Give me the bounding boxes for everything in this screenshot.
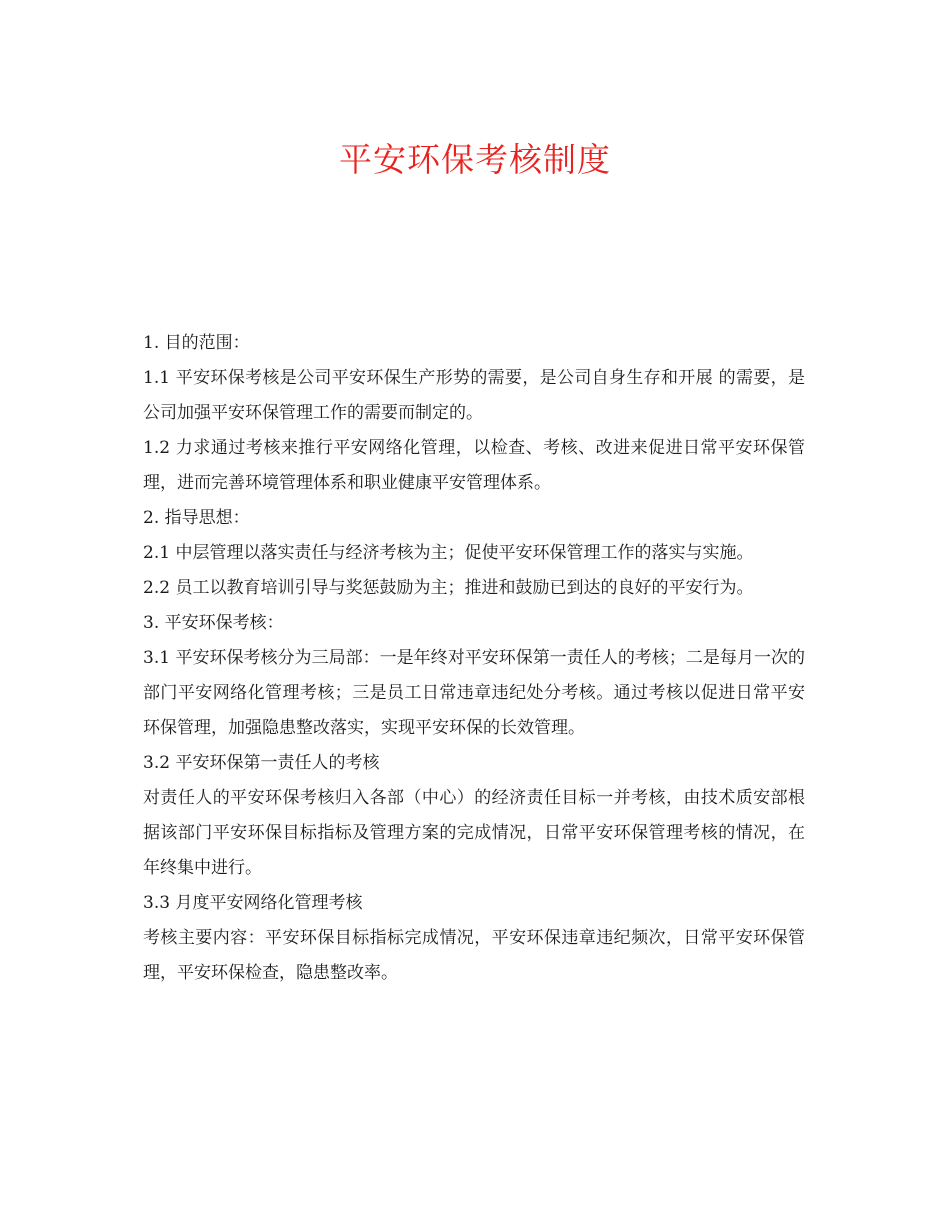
section-heading-3: 3. 平安环保考核： <box>143 613 284 633</box>
paragraph-2-1: 2.1 中层管理以落实责任与经济考核为主；促使平安环保管理工作的落实与实施。 <box>143 543 754 563</box>
paragraph-3-2-body: 对责任人的平安环保考核归入各部（中心）的经济责任目标一并考核，由技术质安部根据该部门平安环保目标指标及管理方案的完成情况，日常平安环保管理考核的情况，在年终集中进行。 <box>143 788 805 878</box>
paragraph-3-1: 3.1 平安环保考核分为三局部：一是年终对平安环保第一责任人的考核；二是每月一次的部门平安网络化管理考核；三是员工日常违章违纪处分考核。通过考核以促进日常平安环保管理，加强隐患整改落实，实现平安环保的长效管理。 <box>143 648 805 738</box>
subheading-3-3: 3.3 月度平安网络化管理考核 <box>143 893 363 913</box>
section-heading-2: 2. 指导思想： <box>143 508 250 528</box>
document-body <box>143 326 805 991</box>
paragraph-1-1: 1.1 平安环保考核是公司平安环保生产形势的需要，是公司自身生存和开展 的需要，是公司加强平安环保管理工作的需要而制定的。 <box>143 368 805 423</box>
section-heading-1: 1. 目的范围： <box>143 333 250 353</box>
document-title: 平安环保考核制度 <box>339 140 611 179</box>
paragraph-1-2: 1.2 力求通过考核来推行平安网络化管理，以检查、考核、改进来促进日常平安环保管理，进而完善环境管理体系和职业健康平安管理体系。 <box>143 438 805 493</box>
paragraph-3-3-body: 考核主要内容：平安环保目标指标完成情况，平安环保违章违纪频次，日常平安环保管理，平安环保检查，隐患整改率。 <box>143 928 805 983</box>
paragraph-2-2: 2.2 员工以教育培训引导与奖惩鼓励为主；推进和鼓励已到达的良好的平安行为。 <box>143 578 754 598</box>
subheading-3-2: 3.2 平安环保第一责任人的考核 <box>143 753 380 773</box>
